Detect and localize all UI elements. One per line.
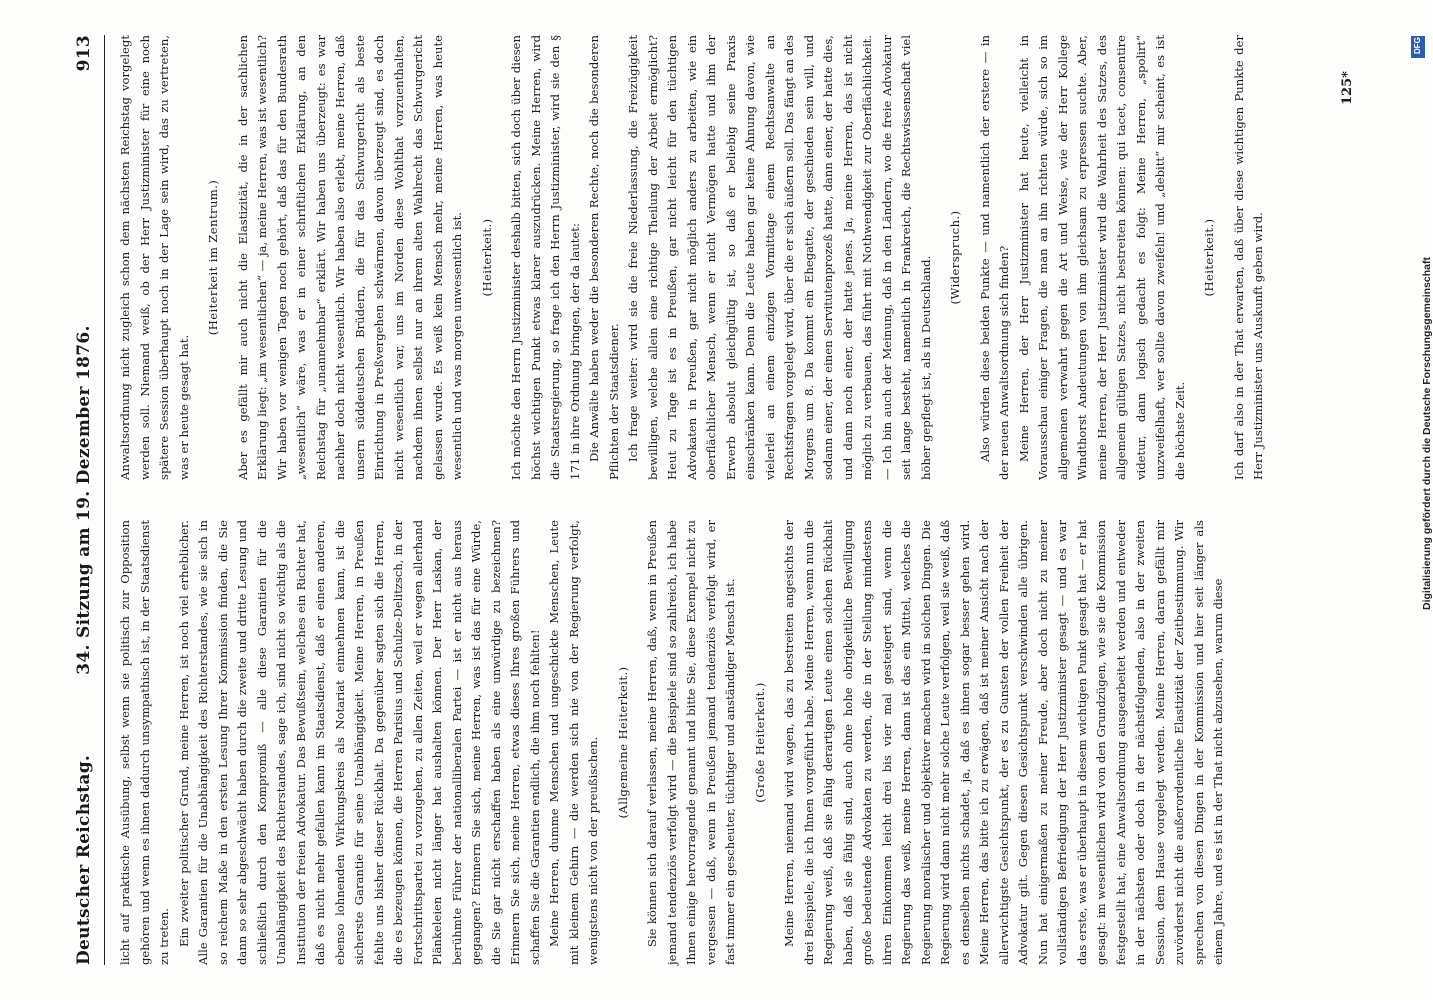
dfg-logo-text: DFG bbox=[1413, 37, 1422, 54]
page-number: 913 bbox=[74, 35, 94, 72]
left-column-paragraph: Meine Herren, dumme Menschen und ungeschickte Menschen, Leute mit kleinem Gehirn — die werden sich nie von der Regierung verfolgt, wenigstens nicht von der preußischen. bbox=[547, 520, 600, 965]
right-column-paragraph: Ich darf also in der That erwarten, daß über diese wichtigen Punkte der Herr Justizminister uns Auskunft geben wird. bbox=[1231, 35, 1265, 480]
header-title: Deutscher Reichstag. bbox=[74, 754, 94, 965]
stage-direction: (Große Heiterkeit.) bbox=[752, 682, 767, 803]
signature-mark: 125* bbox=[1340, 71, 1355, 105]
stage-direction: (Allgemeine Heiterkeit.) bbox=[615, 666, 630, 819]
right-column bbox=[116, 35, 1265, 480]
page-header bbox=[70, 35, 105, 965]
digitization-footer bbox=[1405, 20, 1433, 980]
left-column-paragraph: Meine Herren, niemand wird wagen, das zu bestreiten angesichts der drei Beispiele, die ich Ihnen vorgeführt habe. Meine Herren, wenn nun die Regierung weiß, daß sie fähig derartigen Leute einen solchen Rückhalt haben, daß sie fähig sind, auch ohne hohe obrigkeitliche Bewilligung große bedeutende Advokaten zu werden, die in der Stellung mindestens ihren Einkommen leicht drei bis vier mal gesteigert sind, wenn die Regierung das weiß, meine Herren, dann ist das ein Mittel, welches die Regierung moralischer und objektiver machen wird in solchen Dingen. Die Regierung wird dann nicht mehr solche Leute verfolgen, weil sie weiß, daß es denselben nichts schadet, ja, daß es ihnen sogar besser gehen wird. Meine Herren, das bitte ich zu erwägen, daß ist meiner Ansicht nach der allerwichtigste Gesichtspunkt, der es zu Gunsten der vollen Freiheit der Advokatur gilt. Gegen diesen Gesichtspunkt verschwinden alle übrigen. Nun hat einigermaßen zu meiner Freude, aber doch nicht zu meiner vollständigen Befriedigung der Herr Justizminister gesagt — und es war das erste, was er überhaupt in diesem wichtigen Punkt gesagt hat — er hat gesagt: im wesentlichen wird von den Grundzügen, wie sie die Kommission festgestellt hat, eine Anwaltsordnung ausgearbeitet werden und entweder in der nächsten oder doch in der nächstfolgenden, also in der zweiten Session, dem Hause vorgelegt werden. Meine Herren, daran gefällt mir zuvörderst nicht die außerordentliche Elastizität der Zeitbestimmung. Wir sprechen von diesen Dingen in der Kommission und hier seit länger als einem Jahre, und es ist in der That nicht abzusehen, warum diese bbox=[782, 520, 1225, 965]
right-column-paragraph: Meine Herren, der Herr Justizminister hat heute, vielleicht in Vorausschau einiger Fragen, die man an ihn richten würde, sich so im allgemeinen verwahrt gegen die Art und Weise, wie der Herr Kollege Windthorst Andeutungen von ihm gleichsam zu erpressen suchte. Aber, meine Herren, der Herr Justizminister wird die Wahrheit des Satzes, des allgemein gültigen Satzes, nicht bestreiten können: qui tacet, consentire videtur, dann logisch gedacht es folgt: Meine Herren, „spolirt“ unzweifelhaft, wer sollte davon zweifeln! und „debitt“ mir scheint, es ist die höchste Zeit. bbox=[1016, 35, 1187, 480]
right-column-paragraph: Anwaltsordnung nicht zugleich schon dem nächsten Reichstag vorgelegt werden soll. Niemand weiß, ob der Herr Justizminister für eine noch spätere Session überhaupt noch in der Lage sein wird, das zu vertreten, was er heute gesagt hat. bbox=[118, 35, 191, 480]
stage-direction: (Widerspruch.) bbox=[948, 210, 962, 305]
footer-credit: Digitalisierung gefördert durch die Deutsche Forschungsgemeinschaft bbox=[1421, 257, 1433, 610]
left-column-paragraph: Ein zweiter politischer Grund, meine Herren, ist noch viel erheblicher. Alle Garantien für die Unabhängigkeit des Richterstandes, wie sie sich in so reichem Maße in den ersten Lesung Ihrer Kommission finden, die Sie dann so sehr abgeschwächt haben durch die zweite und dritte Lesung und schließlich durch den Kompromiß — alle diese Garantien für die Unabhängigkeit des Richterstandes, sage ich, sind nicht so wichtig als die Institution der freien Advokatur. Das Bewußtsein, welches ein Richter hat, daß es nicht mehr gefallen kann im Staatsdienst, daß er einen anderen, ebenso lohnenden Wirkungskreis als Notariat einnehmen kann, ist die sicherste Garantie für seine Unabhängigkeit. Meine Herren, in Preußen fehlte uns bisher dieser Rückhalt. Da gegenüber sagten sich die Herren, die es bezeugen können, die Herren Parisius und Schulze-Delitzsch, in der Fortschrittspartei zu vorzugehen, zu allen Zeiten, weil er wegen allerhand Plänkeleien nicht länger hat aushalten können. Der Herr Laskan, der berühmte Führer der nationalliberalen Partei — ist er nicht aus heraus gegangen? Erinnern Sie sich, meine Herren, was ist das für eine Würde, die Sie gar nicht erschaffen haben als eine unwürdige zu bezeichnen? Erinnern Sie sich, meine Herren, etwas dieses Ihres großen Führers und schaffen Sie die Garantien endlich, die ihm noch fehlten! bbox=[176, 520, 542, 965]
right-column-paragraph: Die Anwälte haben weder die besonderen Rechte, noch die besonderen Pflichten der Staatsdiener. bbox=[587, 35, 621, 480]
left-column-paragraph: Sie können sich darauf verlassen, meine Herren, daß, wenn in Preußen jemand tendenziös verfolgt wird — die Beispiele sind so zahlreich, ich habe Ihnen einige hervorragende genannt und bitte Sie, diese Exempel nicht zu vergessen — daß, wenn in Preußen jemand tendenziös verfolgt wird, er fast immer ein gescheuter, tüchtiger und anständiger Mensch ist. bbox=[645, 520, 737, 965]
header-session: 34. Sitzung am 19. Dezember 1876. bbox=[74, 325, 94, 675]
left-column-paragraph: licht auf praktische Ausübung, selbst wenn sie politisch zur Opposition gehören und wenn es ihnen dadurch unsympathisch ist, in der Staatsdienst zu treten. bbox=[118, 520, 171, 965]
right-column-paragraph: Ich frage weiter: wird sie die freie Niederlassung, die Freizügigkeit bewilligen, welche allein eine richtige Theilung der Arbeit ermöglicht? Heut zu Tage ist es in Preußen, gar nicht leicht für den tüchtigen Advokaten in Preußen, gar nicht möglich anders zu arbeiten, wie ein oberflächlicher Mensch, wenn er nicht Vermögen hatte und ihm der Erwerb absolut gleichgültig ist, so daß er beliebig seine Praxis einschränken kann. Denn die Leute haben gar keine Ahnung davon, wie vielerlei an einem einzigen Vormittage einem Rechtsanwalte an Rechtsfragen vorgelegt wird, über die er sich äußern soll. Das fängt an des Morgens um 8. Da kommt ein Ehegatte, der geschieden sein will, und sodann einer, der einen Servitutenprozeß hatte, dann einer, der hatte dies, und dann noch einer, der hatte jenes. Ja, meine Herren, das ist nicht möglich zu verbauen, das führt mit Nothwendigkeit zur Oberflächlichkeit. — Ich bin auch der Meinung, daß in den Ländern, wo die freie Advokatur seit lange besteht, namentlich in Frankreich, die Rechtswissenschaft viel höher gepflegt ist, als in Deutschland. bbox=[626, 35, 933, 480]
stage-direction: (Heiterkeit im Zentrum.) bbox=[206, 179, 220, 336]
rotated-text-block bbox=[70, 35, 1410, 965]
left-column bbox=[116, 520, 1225, 965]
dfg-logo bbox=[1411, 36, 1425, 58]
stage-direction: (Heiterkeit.) bbox=[479, 218, 494, 297]
stage-direction: (Heiterkeit.) bbox=[1202, 218, 1216, 297]
right-column-paragraph: Aber es gefällt mir auch nicht die Elastizität, die in der sachlichen Erklärung liegt: „im wesentlichen“ — ja, meine Herren, was ist wesentlich? Wir haben vor wenigen Tagen noch gehört, daß das für den Bundesrath „wesentlich“ wäre, was er in einer schriftlichen Erklärung, an den Reichstag für „unannehmbar“ erklärt. Wir haben uns überzeugt: es war nachher doch nicht wesentlich. Wir haben also erlebt, meine Herren, daß unsern süddeutschen Brüdern, die für das Schwurgericht als beste Einrichtung in Preßvergehen schwärmen, davon überzeugt sind, es doch nicht wesentlich war, uns im Norden diese Wohlthat vorzuenthalten, nachdem ihnen selbst nur an ihrem alten Wahlrecht das Schwurgericht gelassen wurde. Es weiß kein Mensch mehr, meine Herren, was heute wesentlich und was morgen unwesentlich ist. bbox=[235, 35, 464, 480]
right-column-paragraph: Ich möchte den Herrn Justizminister deshalb bitten, sich doch über diesen höchst wichtigen Punkt etwas klarer auszudrücken. Meine Herren, wird die Staatsregierung, so frage ich den Herrn Justizminister, wird sie den § 171 in ihre Ordnung bringen, der da lautet: bbox=[509, 35, 582, 480]
right-column-paragraph: Also würden diese beiden Punkte — und namentlich der erstere — in der neuen Anwaltsordnung sich finden? bbox=[977, 35, 1011, 480]
